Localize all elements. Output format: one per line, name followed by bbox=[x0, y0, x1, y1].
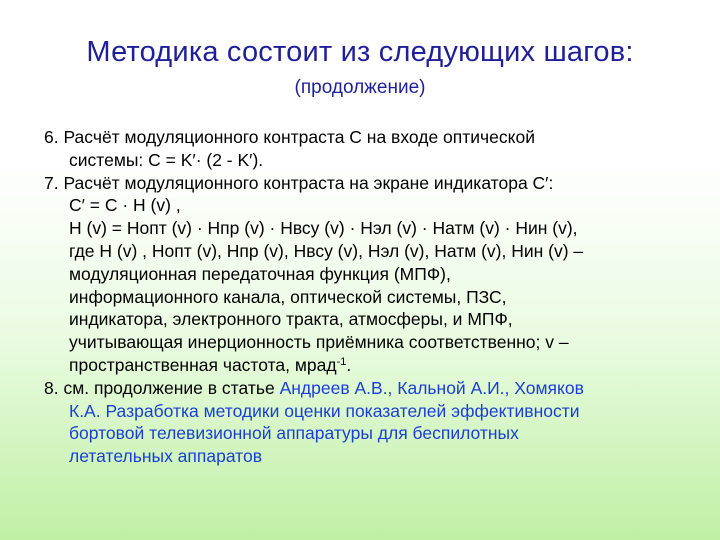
step-6-line-2: системы: С = K′· (2 - K′). bbox=[69, 149, 264, 170]
step-7-formula-2: H (v) = Hопт (v) · Hпр (v) · Hвсу (v) · Hэл (v) · Hатм (v) · Hин (v), bbox=[69, 218, 578, 239]
step-7-line-mtf: модуляционная передаточная функция (МПФ), bbox=[69, 263, 451, 284]
step-6-line-1: 6. Расчёт модуляционного контраста С на входе оптической bbox=[44, 127, 536, 147]
step-7-line-channel: информационного канала, оптической системы, ПЗС, bbox=[69, 286, 507, 307]
frequency-exponent: -1 bbox=[336, 355, 347, 368]
step-7-line-where: где H (v) , Hопт (v), Hпр (v), Hвсу (v), Hэл (v), Hатм (v), Hин (v) – bbox=[69, 240, 584, 261]
step-7-line-1: 7. Расчёт модуляционного контраста на экране индикатора C′: bbox=[44, 172, 554, 193]
article-link-line-2[interactable]: К.А. Разработка методики оценки показателей эффективности bbox=[69, 400, 580, 421]
article-link-line-3[interactable]: бортовой телевизионной аппаратуры для беспилотных bbox=[69, 423, 519, 444]
step-7-formula-1: C′ = C · H (v) , bbox=[69, 195, 181, 216]
step-8-text: 8. см. продолжение в статье bbox=[44, 377, 280, 398]
slide-title: Методика состоит из следующих шагов: bbox=[86, 36, 634, 68]
frequency-text: пространственная частота, мрад bbox=[69, 354, 337, 375]
article-link-authors[interactable]: Андреев А.В., Кальной А.И., Хомяков bbox=[279, 377, 584, 398]
step-7-line-inertia: учитывающая инерционность приёмника соответственно; v – bbox=[69, 332, 569, 353]
article-link-line-4[interactable]: летательных аппаратов bbox=[69, 446, 263, 467]
step-7-line-indicator: индикатора, электронного тракта, атмосферы, и МПФ, bbox=[69, 309, 513, 330]
slide-subtitle: (продолжение) bbox=[294, 77, 426, 98]
step-8-line-1 bbox=[44, 377, 694, 400]
step-7-line-frequency bbox=[44, 354, 694, 377]
frequency-period: . bbox=[346, 354, 352, 375]
slide-body bbox=[44, 126, 694, 468]
